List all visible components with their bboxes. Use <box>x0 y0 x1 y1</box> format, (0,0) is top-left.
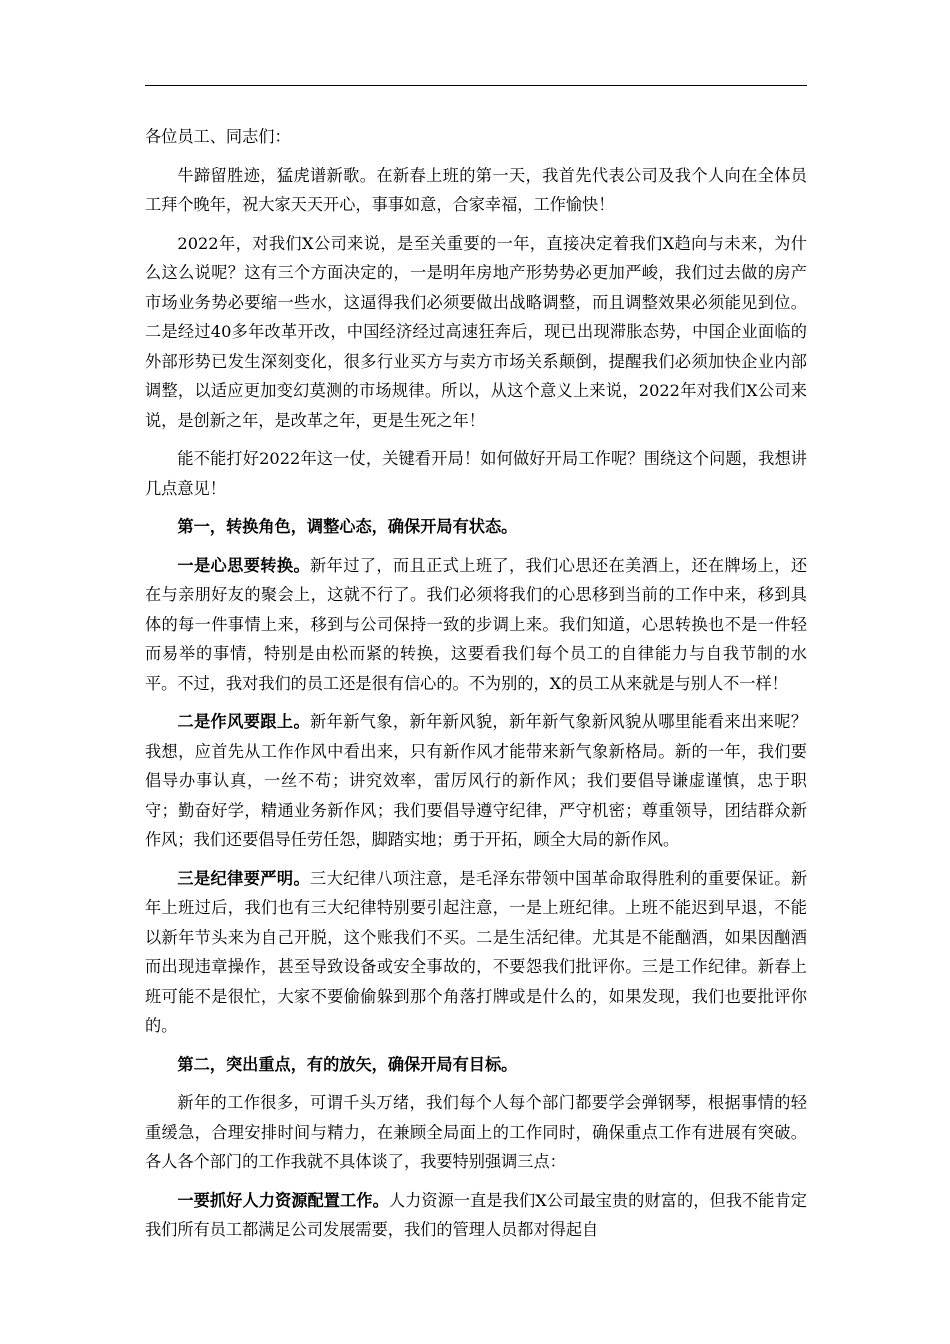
paragraph-discipline <box>145 864 807 1041</box>
paragraph-mindset <box>145 551 807 699</box>
paragraph-importance: 2022年，对我们X公司来说，是至关重要的一年，直接决定着我们X趋向与未来，为什么这么说呢？这有三个方面决定的，一是明年房地产形势势必更加严峻，我们过去做的房产市场业务势必要缩一些水，这逼得我们必须要做出战略调整，而且调整效果必须能见到位。二是经过40多年改革开改，中国经济经过高速狂奔后，现已出现滞胀态势，中国企业面临的外部形势已发生深刻变化，很多行业买方与卖方市场关系颠倒，提醒我们必须加快企业内部调整，以适应更加变幻莫测的市场规律。所以，从这个意义上来说，2022年对我们X公司来说，是创新之年，是改革之年，更是生死之年！ <box>145 233 807 430</box>
paragraph-style-body: 新年新气象，新年新风貌，新年新气象新风貌从哪里能看来出来呢？我想，应首先从工作作风中看出来，只有新作风才能带来新气象新格局。新的一年，我们要倡导办事认真，一丝不苟；讲究效率，雷厉风行的新作风；我们要倡导谦虚谨慎，忠于职守；勤奋好学，精通业务新作风；我们要倡导遵守纪律，严守机密；尊重领导，团结群众新作风；我们还要倡导任劳任怨，脚踏实地；勇于开拓，顾全大局的新作风。 <box>145 712 808 849</box>
paragraph-mindset-body: 新年过了，而且正式上班了，我们心思还在美酒上，还在牌场上，还在与亲朋好友的聚会上，这就不行了。我们必须将我们的心思移到当前的工作中来，移到具体的每一件事情上来，移到与公司保持一致的步调上来。我们知道，心思转换也不是一件轻而易举的事情，特别是由松而紧的转换，这要看我们每个员工的自律能力与自我节制的水平。不过，我对我们的员工还是很有信心的。不为别的，X的员工从来就是与别人不一样！ <box>145 555 808 693</box>
paragraph-discipline-lead: 三是纪律要严明。 <box>177 868 311 888</box>
paragraph-hr-body: 人力资源一直是我们X公司最宝贵的财富的，但我不能肯定我们所有员工都满足公司发展需要，我们的管理人员都对得起自 <box>145 1190 807 1239</box>
paragraph-greeting: 牛蹄留胜迹，猛虎谱新歌。在新春上班的第一天，我首先代表公司及我个人向在全体员工拜个晚年，祝大家天天开心，事事如意，合家幸福，工作愉快！ <box>145 165 807 214</box>
paragraph-mindset-lead: 一是心思要转换。 <box>177 555 311 575</box>
paragraph-style-lead: 二是作风要跟上。 <box>177 712 311 731</box>
header-rule <box>145 85 807 86</box>
document-body <box>145 122 807 1254</box>
paragraph-style <box>145 707 807 855</box>
paragraph-hr <box>145 1186 807 1245</box>
section-heading-1: 第一，转换角色，调整心态，确保开局有状态。 <box>177 517 518 536</box>
paragraph-discipline-body: 三大纪律八项注意，是毛泽东带领中国革命取得胜利的重要保证。新年上班过后，我们也有三大纪律特别要引起注意，一是上班纪律。上班不能迟到早退，不能以新年节头来为自己开脱，这个账我们不买。二是生活纪律。尤其是不能酗酒，如果因酗酒而出现违章操作，甚至导致设备或安全事故的，不要怨我们批评你。三是工作纪律。新春上班可能不是很忙，大家不要偷偷躲到那个角落打牌或是什么的，如果发现，我们也要批评你的。 <box>145 868 808 1035</box>
paragraph-opening: 能不能打好2022年这一仗，关键看开局！如何做好开局工作呢？围绕这个问题，我想讲几点意见！ <box>145 449 807 498</box>
salutation: 各位员工、同志们： <box>145 127 291 146</box>
paragraph-priorities: 新年的工作很多，可谓千头万绪，我们每个人每个部门都要学会弹钢琴，根据事情的轻重缓急，合理安排时间与精力，在兼顾全局面上的工作同时，确保重点工作有进展有突破。各人各个部门的工作我就不具体谈了，我要特别强调三点： <box>145 1093 807 1171</box>
paragraph-hr-lead: 一要抓好人力资源配置工作。 <box>177 1190 389 1210</box>
section-heading-2: 第二，突出重点，有的放矢，确保开局有目标。 <box>177 1054 518 1074</box>
